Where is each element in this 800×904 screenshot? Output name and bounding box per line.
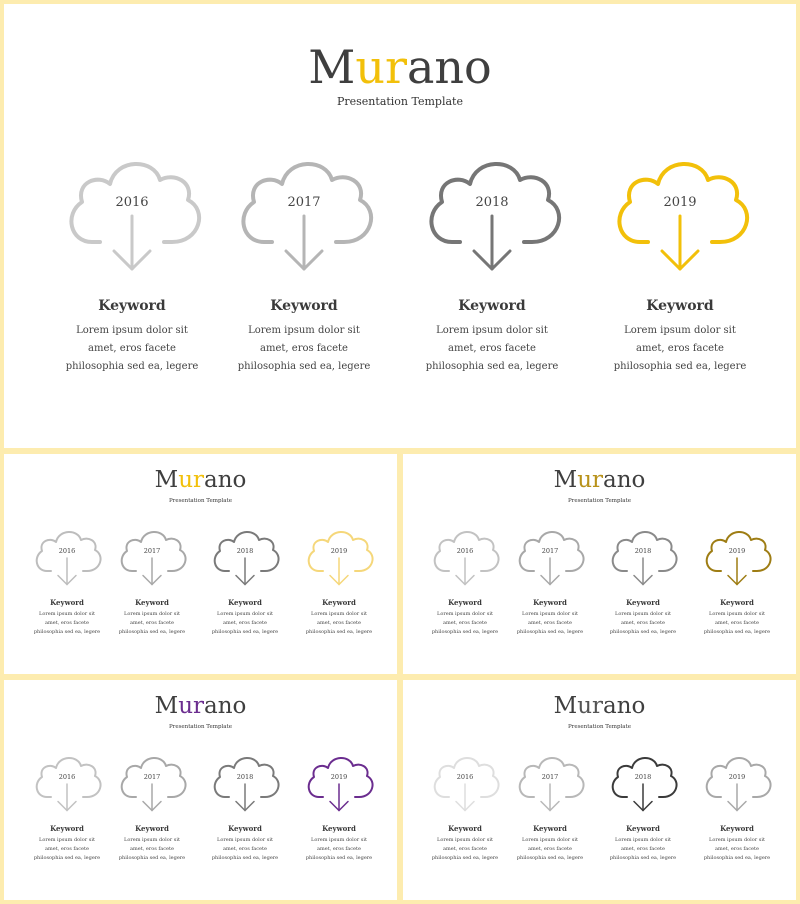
item-keyword: Keyword — [626, 598, 660, 607]
svg-text:2019: 2019 — [728, 547, 746, 555]
timeline-item-2019 — [694, 756, 780, 863]
slide-subtitle: Presentation Template — [168, 498, 232, 504]
item-keyword: Keyword — [448, 598, 482, 607]
svg-text:2018: 2018 — [475, 195, 509, 210]
item-description: Lorem ipsum dolor sit amet, eros facete philosophia sed ea, legere — [609, 837, 677, 861]
item-description: Lorem ipsum dolor sit amet, eros facete philosophia sed ea, legere — [431, 611, 499, 635]
timeline-item-2016 — [422, 530, 508, 637]
cloud-download-icon — [610, 530, 676, 588]
timeline-item-2019 — [595, 160, 765, 376]
slide-variant-purple[interactable] — [4, 680, 397, 900]
cloud-download-icon — [432, 530, 498, 588]
cloud-download-icon — [517, 756, 583, 814]
cloud-download-icon — [306, 530, 372, 588]
timeline-item-2016 — [24, 530, 110, 637]
item-description: Lorem ipsum dolor sit amet, eros facete philosophia sed ea, legere — [33, 611, 101, 635]
timeline-item-2017 — [109, 756, 195, 863]
slide-title: Murano — [553, 467, 646, 493]
timeline-item-2017 — [507, 756, 593, 863]
svg-text:2016: 2016 — [115, 195, 149, 210]
item-keyword: Keyword — [626, 824, 660, 833]
item-keyword: Keyword — [448, 824, 482, 833]
svg-text:2017: 2017 — [541, 773, 559, 781]
title-highlight: ur — [355, 40, 407, 94]
item-description: Lorem ipsum dolor sit amet, eros facete philosophia sed ea, legere — [425, 325, 559, 372]
timeline-item-2017 — [219, 160, 389, 376]
cloud-download-icon — [610, 756, 676, 814]
slide-variant-yellow[interactable] — [4, 454, 397, 674]
cloud-download-icon — [614, 160, 746, 276]
item-description: Lorem ipsum dolor sit amet, eros facete philosophia sed ea, legere — [65, 325, 199, 372]
item-keyword: Keyword — [50, 824, 84, 833]
slide-title: Murano — [154, 467, 247, 493]
slide-variant-dark[interactable] — [403, 680, 796, 900]
item-description: Lorem ipsum dolor sit amet, eros facete philosophia sed ea, legere — [33, 837, 101, 861]
item-keyword: Keyword — [322, 824, 356, 833]
cloud-download-icon — [119, 756, 185, 814]
item-description: Lorem ipsum dolor sit amet, eros facete philosophia sed ea, legere — [703, 837, 771, 861]
item-keyword: Keyword — [533, 824, 567, 833]
svg-text:2016: 2016 — [456, 547, 474, 555]
item-description: Lorem ipsum dolor sit amet, eros facete philosophia sed ea, legere — [516, 837, 584, 861]
svg-text:2017: 2017 — [541, 547, 559, 555]
item-description: Lorem ipsum dolor sit amet, eros facete philosophia sed ea, legere — [609, 611, 677, 635]
svg-text:2017: 2017 — [143, 547, 161, 555]
item-keyword: Keyword — [720, 824, 754, 833]
item-description: Lorem ipsum dolor sit amet, eros facete philosophia sed ea, legere — [118, 611, 186, 635]
cloud-download-icon — [34, 756, 100, 814]
slide-title: Murano — [308, 40, 492, 94]
svg-text:2018: 2018 — [236, 773, 254, 781]
timeline-item-2018 — [407, 160, 577, 376]
timeline-item-2016 — [47, 160, 217, 376]
svg-text:2016: 2016 — [58, 773, 76, 781]
item-keyword: Keyword — [533, 598, 567, 607]
cloud-download-icon — [704, 530, 770, 588]
svg-text:2018: 2018 — [634, 547, 652, 555]
cloud-download-icon — [212, 530, 278, 588]
item-keyword: Keyword — [228, 824, 262, 833]
item-keyword: Keyword — [646, 298, 714, 314]
svg-text:2016: 2016 — [58, 547, 76, 555]
item-keyword: Keyword — [98, 298, 166, 314]
timeline-item-2016 — [422, 756, 508, 863]
timeline-item-2017 — [507, 530, 593, 637]
item-keyword: Keyword — [322, 598, 356, 607]
timeline-item-2018 — [202, 530, 288, 637]
cloud-download-icon — [517, 530, 583, 588]
item-description: Lorem ipsum dolor sit amet, eros facete philosophia sed ea, legere — [118, 837, 186, 861]
item-keyword: Keyword — [458, 298, 526, 314]
slide-subtitle: Presentation Template — [168, 724, 232, 730]
item-description: Lorem ipsum dolor sit amet, eros facete philosophia sed ea, legere — [305, 611, 373, 635]
timeline-item-2018 — [600, 530, 686, 637]
slide-subtitle: Presentation Template — [567, 724, 631, 730]
slide-title: Murano — [553, 693, 646, 719]
item-keyword: Keyword — [270, 298, 338, 314]
cloud-download-icon — [66, 160, 198, 276]
timeline-item-2017 — [109, 530, 195, 637]
slide-variant-gold[interactable] — [403, 454, 796, 674]
slide-main[interactable] — [4, 4, 796, 448]
svg-text:2019: 2019 — [728, 773, 746, 781]
timeline-item-2018 — [202, 756, 288, 863]
timeline-item-2018 — [600, 756, 686, 863]
svg-text:2018: 2018 — [634, 773, 652, 781]
cloud-download-icon — [119, 530, 185, 588]
timeline-item-2019 — [296, 530, 382, 637]
item-description: Lorem ipsum dolor sit amet, eros facete philosophia sed ea, legere — [237, 325, 371, 372]
item-description: Lorem ipsum dolor sit amet, eros facete philosophia sed ea, legere — [431, 837, 499, 861]
item-description: Lorem ipsum dolor sit amet, eros facete philosophia sed ea, legere — [211, 837, 279, 861]
item-description: Lorem ipsum dolor sit amet, eros facete philosophia sed ea, legere — [703, 611, 771, 635]
item-keyword: Keyword — [720, 598, 754, 607]
item-description: Lorem ipsum dolor sit amet, eros facete philosophia sed ea, legere — [516, 611, 584, 635]
item-keyword: Keyword — [50, 598, 84, 607]
title-highlight: ur — [178, 467, 204, 493]
svg-text:2018: 2018 — [236, 547, 254, 555]
title-highlight: ur — [178, 693, 204, 719]
svg-text:2019: 2019 — [330, 773, 348, 781]
svg-text:2019: 2019 — [330, 547, 348, 555]
svg-text:2017: 2017 — [287, 195, 321, 210]
title-highlight: ur — [577, 467, 603, 493]
timeline-item-2019 — [296, 756, 382, 863]
cloud-download-icon — [306, 756, 372, 814]
svg-text:2019: 2019 — [663, 195, 697, 210]
item-description: Lorem ipsum dolor sit amet, eros facete philosophia sed ea, legere — [211, 611, 279, 635]
timeline-item-2016 — [24, 756, 110, 863]
cloud-download-icon — [238, 160, 370, 276]
slide-subtitle: Presentation Template — [567, 498, 631, 504]
cloud-download-icon — [426, 160, 558, 276]
title-highlight: ur — [577, 693, 603, 719]
cloud-download-icon — [212, 756, 278, 814]
item-keyword: Keyword — [228, 598, 262, 607]
item-keyword: Keyword — [135, 824, 169, 833]
item-description: Lorem ipsum dolor sit amet, eros facete philosophia sed ea, legere — [305, 837, 373, 861]
item-keyword: Keyword — [135, 598, 169, 607]
svg-text:2017: 2017 — [143, 773, 161, 781]
slide-title: Murano — [154, 693, 247, 719]
svg-text:2016: 2016 — [456, 773, 474, 781]
cloud-download-icon — [432, 756, 498, 814]
slide-subtitle: Presentation Template — [336, 95, 463, 108]
item-description: Lorem ipsum dolor sit amet, eros facete philosophia sed ea, legere — [613, 325, 747, 372]
timeline-item-2019 — [694, 530, 780, 637]
cloud-download-icon — [704, 756, 770, 814]
cloud-download-icon — [34, 530, 100, 588]
